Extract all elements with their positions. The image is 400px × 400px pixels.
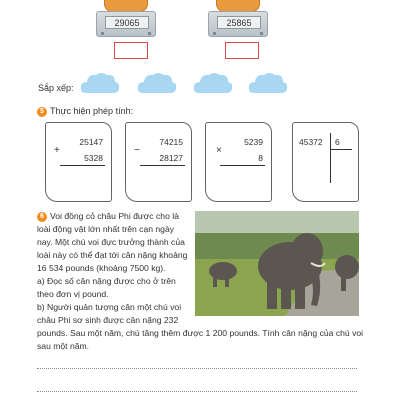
division-vertical-line xyxy=(330,133,331,183)
operand-bottom: 5328 xyxy=(84,153,103,163)
operand-bottom: 28127 xyxy=(159,153,183,163)
answer-box-left[interactable] xyxy=(114,42,148,59)
elephant-photo xyxy=(195,211,359,316)
ex6-number-badge: 6 xyxy=(37,212,47,222)
ex6-line: pounds. Sau một năm, chú tăng thêm được 1 200 pounds. Tính cân nặng của chú voi xyxy=(37,328,364,338)
ex5-heading xyxy=(37,106,133,117)
operator-sign: × xyxy=(216,145,222,156)
ex6-line: sau một năm. xyxy=(37,341,90,351)
answer-box-right[interactable] xyxy=(225,42,259,59)
ex6-line: theo đơn vị pound. xyxy=(37,289,109,299)
scale-body xyxy=(96,11,156,37)
ex6-line: loài động vật lớn nhất trên cạn ngày xyxy=(37,224,175,234)
scale-right xyxy=(208,0,268,40)
ex6-line: nay. Một chú voi đực trưởng thành của xyxy=(37,237,185,247)
scale-reading: 25865 xyxy=(217,16,261,29)
cloud-answer-1[interactable] xyxy=(80,71,120,95)
scale-left xyxy=(96,0,156,40)
operand-top: 74215 xyxy=(159,137,183,147)
calc-card-subtraction xyxy=(125,122,192,202)
result-line xyxy=(140,165,185,166)
calc-card-multiplication xyxy=(205,122,272,202)
ex6-line: châu Phi sơ sinh được cân nặng 232 xyxy=(37,315,179,325)
answer-line[interactable] xyxy=(37,391,357,392)
dividend: 45372 xyxy=(299,137,323,147)
divisor: 6 xyxy=(335,137,340,147)
operand-top: 25147 xyxy=(79,137,103,147)
ex6-line: a) Đọc số cân nặng được cho ở trên xyxy=(37,276,176,286)
ex6-line: 16 534 pounds (khoảng 7500 kg). xyxy=(37,263,166,273)
cloud-answer-3[interactable] xyxy=(193,71,233,95)
answer-line[interactable] xyxy=(37,368,357,369)
cloud-answer-2[interactable] xyxy=(137,71,177,95)
ex6-text-left xyxy=(37,210,193,327)
result-line xyxy=(220,165,265,166)
operand-bottom: 8 xyxy=(258,153,263,163)
ex5-number-badge: 5 xyxy=(37,107,47,117)
scale-body xyxy=(208,11,268,37)
division-horizontal-line xyxy=(330,149,352,150)
scale-reading: 29065 xyxy=(105,16,149,29)
operator-sign: − xyxy=(134,145,140,156)
operand-top: 5239 xyxy=(244,137,263,147)
ex6-line: loài này có thể đạt tới cân nặng khoảng xyxy=(37,250,188,260)
sort-label: Sắp xếp: xyxy=(38,83,74,93)
cloud-answer-4[interactable] xyxy=(248,71,288,95)
calc-card-addition xyxy=(45,122,112,202)
ex5-title: Thực hiện phép tính: xyxy=(50,106,134,116)
ex6-line: Voi đồng cỏ châu Phi được cho là xyxy=(50,211,179,221)
ex6-text-full xyxy=(37,327,367,353)
calc-card-division xyxy=(292,122,359,202)
operator-sign: + xyxy=(54,145,60,156)
ex6-line: b) Người quản tượng cân một chú voi xyxy=(37,302,182,312)
result-line xyxy=(60,165,105,166)
